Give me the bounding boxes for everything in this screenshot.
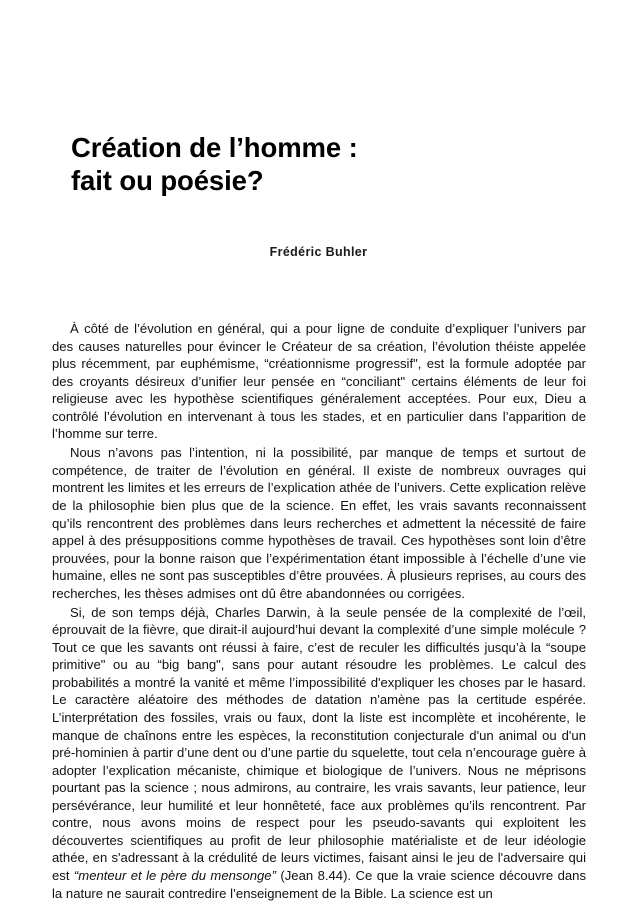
paragraph-2: Nous n’avons pas l’intention, ni la possibilité, par manque de temps et surtout de compétence, de traiter de l’évolution en général. Il existe de nombreux ouvrages qui montrent les limites et les erreurs de l’explication athée de l’univers. Cette explication relève de la philosophie bien plus que de la science. En effet, les vrais savants reconnaissent qu’ils rencontrent des problèmes dans leurs recherches et admettent la nécessité de faire appel à des présuppositions comme hypothèses de travail. Ces hypothèses sont loin d’être prouvées, pour la bonne raison que l’expérimentation étant impossible à l’échelle d’une vie humaine, elles ne sont pas susceptibles d’être prouvées. À plusieurs reprises, au cours des recherches, les thèses admises ont dû être abandonnées ou corrigées. (52, 445, 586, 601)
page-title-line-2: fait ou poésie? (71, 165, 264, 196)
page-title-line-1: Création de l’homme : (71, 132, 358, 163)
quoted-scripture-italic: “menteur et le père du mensonge” (73, 867, 276, 883)
author-block (0, 244, 637, 260)
paragraph-3: Si, de son temps déjà, Charles Darwin, à la seule pensée de la complexité de l’œil, éprouvait de la fièvre, que dirait-il aujourd’hui devant la complexité d’une simple molécule ? Tout ce que les savants ont réussi à faire, c’est de reculer les difficultés jusqu’à la “soupe primitive" ou au “big bang", sans pour autant résoudre les problèmes. Le calcul des probabilités a montré la vanité et même l’impossibilité d'expliquer les choses par le hasard. Le caractère aléatoire des méthodes de datation n'amène pas la certitude espérée. L’interprétation des fossiles, vrais ou faux, dont la liste est incomplète et incohérente, le manque de chaînons entre les espèces, la reconstitution conjecturale d'un animal ou d'un pré-hominien à partir d’une dent ou d’une partie du squelette, tout cela n’encourage guère à adopter l’explication mécaniste, chimique et biologique de l’univers. Nous ne méprisons pourtant pas la science ; nous admirons, au contraire, les vrais savants, leur patience, leur persévérance, leur humilité et leur honnêteté, face aux problèmes qu’ils rencontrent. Par contre, nous avons moins de respect pour les pseudo-savants qui exploitent les découvertes scientifiques au profit de leur philosophie matérialiste et de leur idéologie athée, en s'adressant à la crédulité de leurs victimes, faisant ainsi le jeu de l'adversaire qui est “menteur et le père du mensonge” (Jean 8.44). Ce que la vraie science découvre dans la nature ne saurait contredire l’enseignement de la Bible. La science est un (52, 604, 586, 901)
author-name: Frédéric Buhler (269, 245, 368, 259)
body-text (52, 320, 586, 902)
title-block (71, 131, 551, 197)
paragraph-1: À côté de l’évolution en général, qui a pour ligne de conduite d’expliquer l’univers par des causes naturelles pour évincer le Créateur de sa création, l’évolution théiste appelée plus récemment, par euphémisme, “créationnisme progressif", est la formule adoptée par des croyants désireux d’unifier leur pensée en “conciliant" certains éléments de leur foi religieuse avec les hypothèse scientifiques généralement acceptées. Pour eux, Dieu a contrôlé l’évolution en intervenant à tous les stades, et en particulier dans l’apparition de l’homme sur terre. (52, 321, 586, 442)
page-title (71, 131, 551, 197)
